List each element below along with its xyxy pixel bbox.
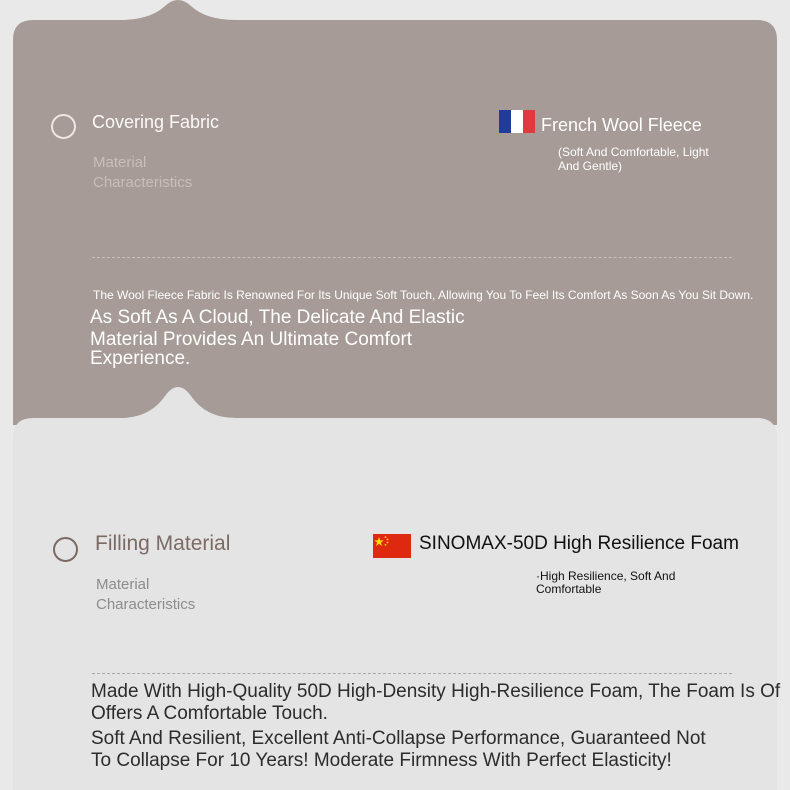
filling-description-line-2: Offers A Comfortable Touch. <box>91 703 328 724</box>
covering-description-line-3: Experience. <box>90 348 191 369</box>
covering-label: Covering Fabric <box>92 112 220 132</box>
filling-label: Filling Material <box>95 532 231 555</box>
covering-description-small: The Wool Fleece Fabric Is Renowned For Its Unique Soft Touch, Allowing You To Feel Its Comfort As Soon As You Sit Down. <box>93 288 754 302</box>
filling-description-line-3: Soft And Resilient, Excellent Anti-Collapse Performance, Guaranteed Not <box>91 728 706 749</box>
filling-material-name: SINOMAX-50D High Resilience Foam <box>419 533 739 554</box>
covering-description-line-2: Material Provides An Ultimate Comfort <box>90 329 413 350</box>
filling-description-line-4: To Collapse For 10 Years! Moderate Firmness With Perfect Elasticity! <box>91 750 672 771</box>
covering-sublabel-2: Characteristics <box>93 174 193 191</box>
covering-radio-icon <box>51 114 76 139</box>
filling-sublabel-2: Characteristics <box>96 596 196 613</box>
covering-sublabel-1: Material <box>93 154 147 171</box>
filling-material-note-1: ·High Resilience, Soft And <box>536 569 676 583</box>
covering-divider <box>92 257 732 258</box>
china-flag-icon <box>373 534 411 558</box>
covering-material-note-2: And Gentle) <box>558 159 623 173</box>
covering-material-name: French Wool Fleece <box>541 115 702 135</box>
covering-material-note-1: (Soft And Comfortable, Light <box>558 145 709 159</box>
filling-radio-icon <box>53 537 78 562</box>
france-flag-icon <box>499 110 535 133</box>
filling-material-note-2: Comfortable <box>536 582 602 596</box>
filling-description-line-1: Made With High-Quality 50D High-Density High-Resilience Foam, The Foam Is Of <box>91 681 781 702</box>
filling-sublabel-1: Material <box>96 576 150 593</box>
covering-description-line-1: As Soft As A Cloud, The Delicate And Elastic <box>90 307 465 328</box>
filling-divider <box>92 673 732 674</box>
